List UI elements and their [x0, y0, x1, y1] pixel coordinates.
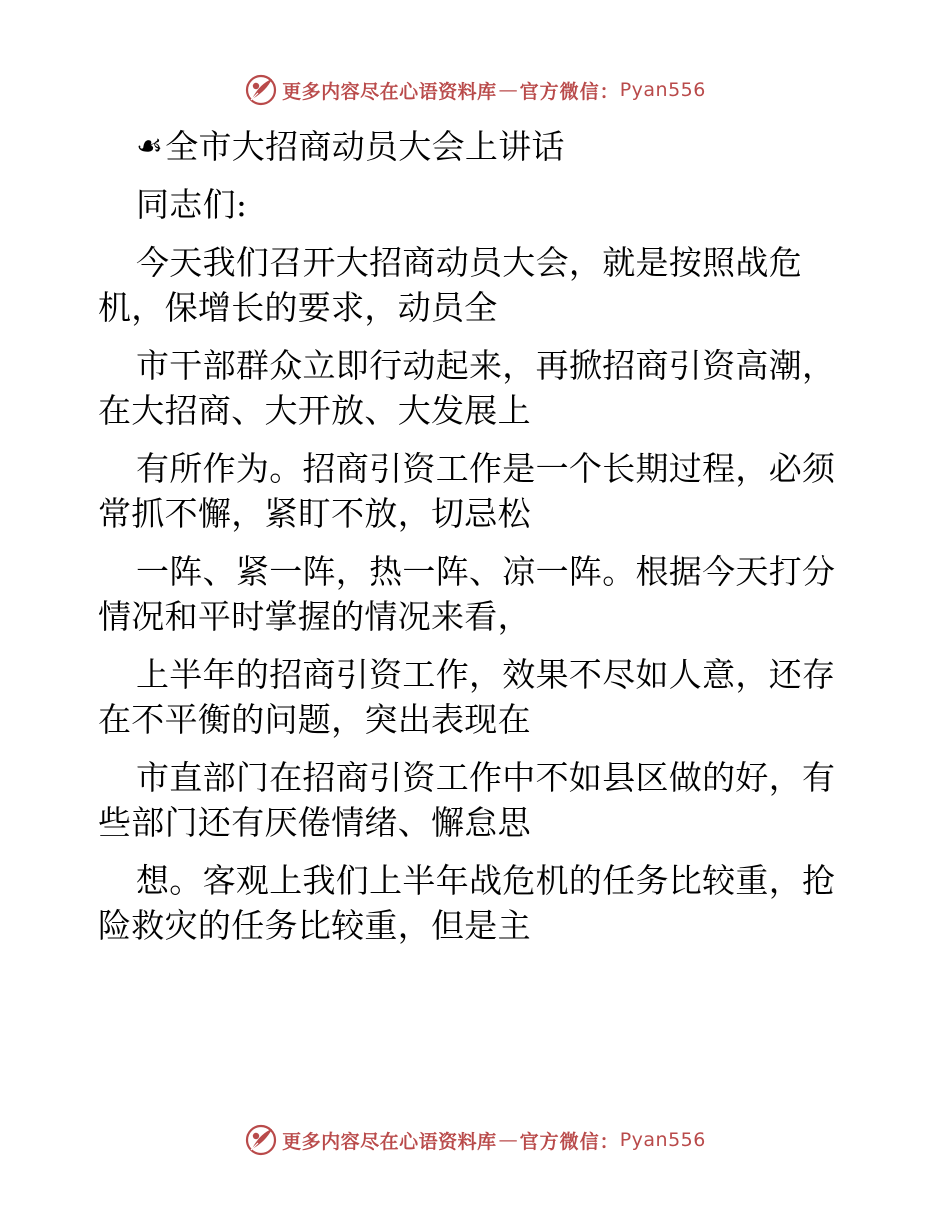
document-title [98, 124, 858, 169]
paragraph-line: 市直部门在招商引资工作中不如县区做的好，有 [136, 758, 836, 797]
paragraph-line: 想。客观上我们上半年战危机的任务比较重，抢 [136, 861, 836, 900]
title-ornament-icon: ☙ [136, 129, 164, 164]
watermark-dash: — [498, 79, 518, 101]
paragraph-line: 市干部群众立即行动起来，再掀招商引资高潮， [136, 346, 836, 385]
header-watermark [0, 70, 950, 110]
quill-pen-icon [244, 73, 278, 107]
watermark-dash: — [498, 1129, 518, 1151]
watermark-wechat-id: Pyan556 [619, 1129, 706, 1151]
watermark-text: 更多内容尽在心语资料库 [282, 80, 497, 103]
quill-pen-icon [244, 1123, 278, 1157]
document-body [98, 124, 858, 948]
paragraph-line: 些部门还有厌倦情绪、懈怠思 [98, 803, 531, 842]
paragraph-line: 机，保增长的要求，动员全 [98, 288, 498, 327]
paragraph-line: 情况和平时掌握的情况来看， [98, 597, 531, 636]
paragraph-line: 上半年的招商引资工作，效果不尽如人意，还存 [136, 655, 836, 694]
paragraph-line: 在不平衡的问题，突出表现在 [98, 700, 531, 739]
document-title-text: 全市大招商动员大会上讲话 [165, 127, 565, 166]
paragraph-line: 有所作为。招商引资工作是一个长期过程，必须 [136, 449, 836, 488]
watermark-text: 更多内容尽在心语资料库 [282, 1130, 497, 1153]
watermark-wechat-label: 官方微信： [519, 1130, 620, 1153]
footer-watermark [0, 1120, 950, 1160]
paragraph-line: 常抓不懈，紧盯不放，切忌松 [98, 494, 531, 533]
salutation: 同志们: [136, 185, 248, 224]
watermark-wechat-label: 官方微信： [519, 80, 620, 103]
paragraph-line: 险救灾的任务比较重，但是主 [98, 906, 531, 945]
paragraph-line: 在大招商、大开放、大发展上 [98, 391, 531, 430]
paragraph-line: 一阵、紧一阵，热一阵、凉一阵。根据今天打分 [136, 552, 836, 591]
watermark-wechat-id: Pyan556 [619, 79, 706, 101]
paragraph-line: 今天我们召开大招商动员大会，就是按照战危 [136, 243, 802, 282]
